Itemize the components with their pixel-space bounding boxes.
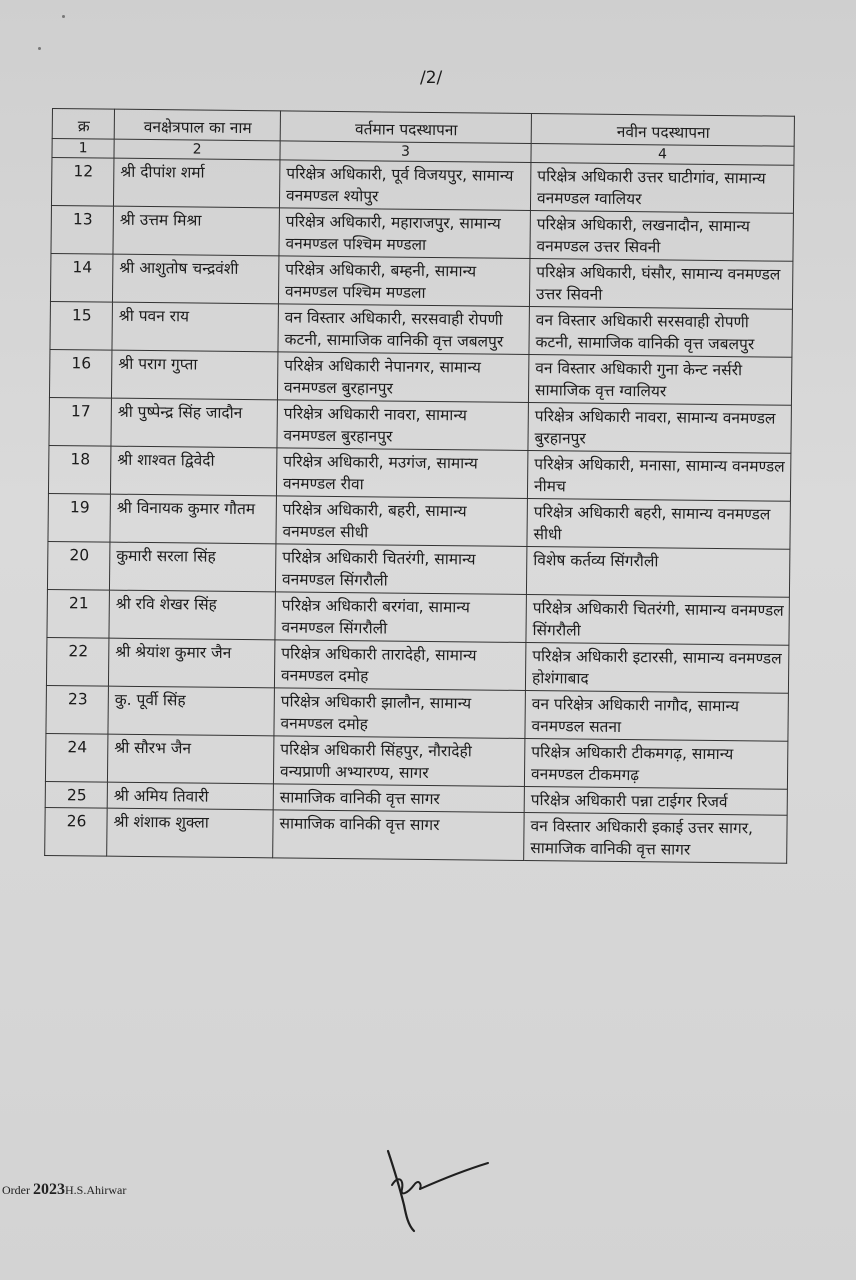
- officer-name-cell: श्री श्रेयांश कुमार जैन: [108, 638, 274, 688]
- header-new-posting: नवीन पदस्थापना: [531, 114, 794, 147]
- footer-prefix: Order: [2, 1183, 33, 1197]
- current-posting-cell: परिक्षेत्र अधिकारी तारादेही, सामान्य वनमण्डल दमोह: [274, 640, 525, 691]
- officer-name-cell: कुमारी सरला सिंह: [109, 542, 275, 592]
- serial-cell: 13: [51, 205, 113, 254]
- new-posting-cell: परिक्षेत्र अधिकारी चितरंगी, सामान्य वनमण्डल सिंगरौली: [526, 594, 789, 645]
- new-posting-cell: परिक्षेत्र अधिकारी पन्ना टाईगर रिजर्व: [524, 786, 787, 815]
- current-posting-cell: परिक्षेत्र अधिकारी झालौन, सामान्य वनमण्डल दमोह: [274, 688, 525, 739]
- table-row: [47, 589, 789, 645]
- new-posting-cell: परिक्षेत्र अधिकारी, लखनादौन, सामान्य वनमण्डल उत्तर सिवनी: [530, 211, 793, 262]
- current-posting-cell: सामाजिक वानिकी वृत्त सागर: [273, 810, 524, 861]
- officer-name-cell: कु. पूर्वी सिंह: [108, 686, 274, 736]
- header-serial: क्र: [52, 109, 114, 140]
- column-number: 3: [280, 141, 531, 163]
- current-posting-cell: परिक्षेत्र अधिकारी, मउगंज, सामान्य वनमण्डल रीवा: [276, 448, 527, 499]
- officer-name-cell: श्री दीपांश शर्मा: [113, 158, 279, 208]
- handwritten-signature: [378, 1145, 498, 1237]
- table-row: [47, 541, 789, 597]
- table-row: [45, 807, 787, 863]
- current-posting-cell: परिक्षेत्र अधिकारी चितरंगी, सामान्य वनमण्डल सिंगरौली: [275, 544, 526, 595]
- serial-cell: 18: [48, 445, 110, 494]
- officer-name-cell: श्री रवि शेखर सिंह: [109, 590, 275, 640]
- serial-cell: 19: [48, 493, 110, 542]
- serial-cell: 15: [50, 301, 112, 350]
- column-number: 2: [114, 139, 280, 160]
- table-row: [51, 205, 793, 261]
- officer-name-cell: श्री सौरभ जैन: [107, 734, 273, 784]
- new-posting-cell: परिक्षेत्र अधिकारी उत्तर घाटीगांव, सामान्य वनमण्डल ग्वालियर: [530, 163, 793, 214]
- current-posting-cell: सामाजिक वानिकी वृत्त सागर: [273, 784, 524, 813]
- new-posting-cell: विशेष कर्तव्य सिंगरौली: [526, 546, 789, 597]
- new-posting-cell: परिक्षेत्र अधिकारी नावरा, सामान्य वनमण्डल बुरहानपुर: [528, 403, 791, 454]
- footer-year: 2023: [32, 1181, 65, 1198]
- table-row: [48, 493, 790, 549]
- scan-speck: [38, 47, 41, 50]
- new-posting-cell: वन विस्तार अधिकारी इकाई उत्तर सागर, सामाजिक वानिकी वृत्त सागर: [524, 812, 787, 863]
- serial-cell: 23: [46, 685, 108, 734]
- table-row: [51, 158, 793, 214]
- scan-speck: [62, 15, 65, 18]
- table-row: [50, 253, 792, 309]
- serial-cell: 14: [50, 253, 112, 302]
- column-number: 1: [52, 139, 114, 159]
- footer-order-reference: [2, 1181, 126, 1199]
- serial-cell: 20: [47, 541, 109, 590]
- new-posting-cell: वन परिक्षेत्र अधिकारी नागौद, सामान्य वनमण्डल सतना: [525, 690, 788, 741]
- new-posting-cell: परिक्षेत्र अधिकारी इटारसी, सामान्य वनमण्डल होशंगाबाद: [525, 642, 788, 693]
- serial-cell: 12: [51, 158, 113, 207]
- serial-cell: 26: [45, 807, 107, 856]
- table-row: [48, 445, 790, 501]
- current-posting-cell: परिक्षेत्र अधिकारी, पूर्व विजयपुर, सामान्य वनमण्डल श्योपुर: [279, 160, 530, 211]
- current-posting-cell: परिक्षेत्र अधिकारी बरगंवा, सामान्य वनमण्डल सिंगरौली: [275, 592, 526, 643]
- current-posting-cell: परिक्षेत्र अधिकारी, महाराजपुर, सामान्य वनमण्डल पश्चिम मण्डला: [279, 208, 530, 259]
- current-posting-cell: परिक्षेत्र अधिकारी नावरा, सामान्य वनमण्डल बुरहानपुर: [277, 400, 528, 451]
- column-number: 4: [531, 144, 794, 166]
- current-posting-cell: वन विस्तार अधिकारी, सरसवाही रोपणी कटनी, सामाजिक वानिकी वृत्त जबलपुर: [278, 304, 529, 355]
- serial-cell: 25: [45, 781, 107, 808]
- serial-cell: 17: [49, 397, 111, 446]
- current-posting-cell: परिक्षेत्र अधिकारी, बम्हनी, सामान्य वनमण्डल पश्चिम मण्डला: [278, 256, 529, 307]
- serial-cell: 24: [45, 733, 107, 782]
- officer-name-cell: श्री शाश्वत द्विवेदी: [110, 446, 276, 496]
- officer-name-cell: श्री पराग गुप्ता: [111, 350, 277, 400]
- new-posting-cell: वन विस्तार अधिकारी सरसवाही रोपणी कटनी, सामाजिक वानिकी वृत्त जबलपुर: [529, 307, 792, 358]
- table-row: [49, 349, 791, 405]
- serial-cell: 21: [47, 589, 109, 638]
- current-posting-cell: परिक्षेत्र अधिकारी, बहरी, सामान्य वनमण्डल सीधी: [276, 496, 527, 547]
- officer-name-cell: श्री अमिय तिवारी: [107, 782, 273, 810]
- new-posting-cell: परिक्षेत्र अधिकारी, घंसौर, सामान्य वनमण्डल उत्तर सिवनी: [529, 259, 792, 310]
- page-number: /2/: [420, 68, 443, 88]
- header-officer-name: वनक्षेत्रपाल का नाम: [114, 109, 280, 141]
- serial-cell: 16: [49, 349, 111, 398]
- table-row: [46, 685, 788, 741]
- new-posting-cell: परिक्षेत्र अधिकारी टीकमगढ़, सामान्य वनमण्डल टीकमगढ़: [524, 738, 787, 789]
- transfer-table: [44, 108, 795, 864]
- table-row: [49, 397, 791, 453]
- new-posting-cell: वन विस्तार अधिकारी गुना केन्ट नर्सरी सामाजिक वृत्त ग्वालियर: [528, 355, 791, 406]
- officer-name-cell: श्री उत्तम मिश्रा: [113, 206, 279, 256]
- officer-name-cell: श्री आशुतोष चन्द्रवंशी: [112, 254, 278, 304]
- current-posting-cell: परिक्षेत्र अधिकारी सिंहपुर, नौरादेही वन्यप्राणी अभ्यारण्य, सागर: [273, 736, 524, 787]
- officer-name-cell: श्री शंशाक शुक्ला: [107, 808, 273, 858]
- table-row: [50, 301, 792, 357]
- officer-name-cell: श्री पवन राय: [112, 302, 278, 352]
- table-row: [45, 733, 787, 789]
- officer-name-cell: श्री विनायक कुमार गौतम: [110, 494, 276, 544]
- serial-cell: 22: [46, 637, 108, 686]
- footer-name: H.S.Ahirwar: [64, 1183, 127, 1197]
- new-posting-cell: परिक्षेत्र अधिकारी, मनासा, सामान्य वनमण्डल नीमच: [527, 451, 790, 502]
- header-current-posting: वर्तमान पदस्थापना: [280, 111, 531, 144]
- officer-name-cell: श्री पुष्पेन्द्र सिंह जादौन: [111, 398, 277, 448]
- table-row: [46, 637, 788, 693]
- current-posting-cell: परिक्षेत्र अधिकारी नेपानगर, सामान्य वनमण्डल बुरहानपुर: [277, 352, 528, 403]
- new-posting-cell: परिक्षेत्र अधिकारी बहरी, सामान्य वनमण्डल सीधी: [527, 499, 790, 550]
